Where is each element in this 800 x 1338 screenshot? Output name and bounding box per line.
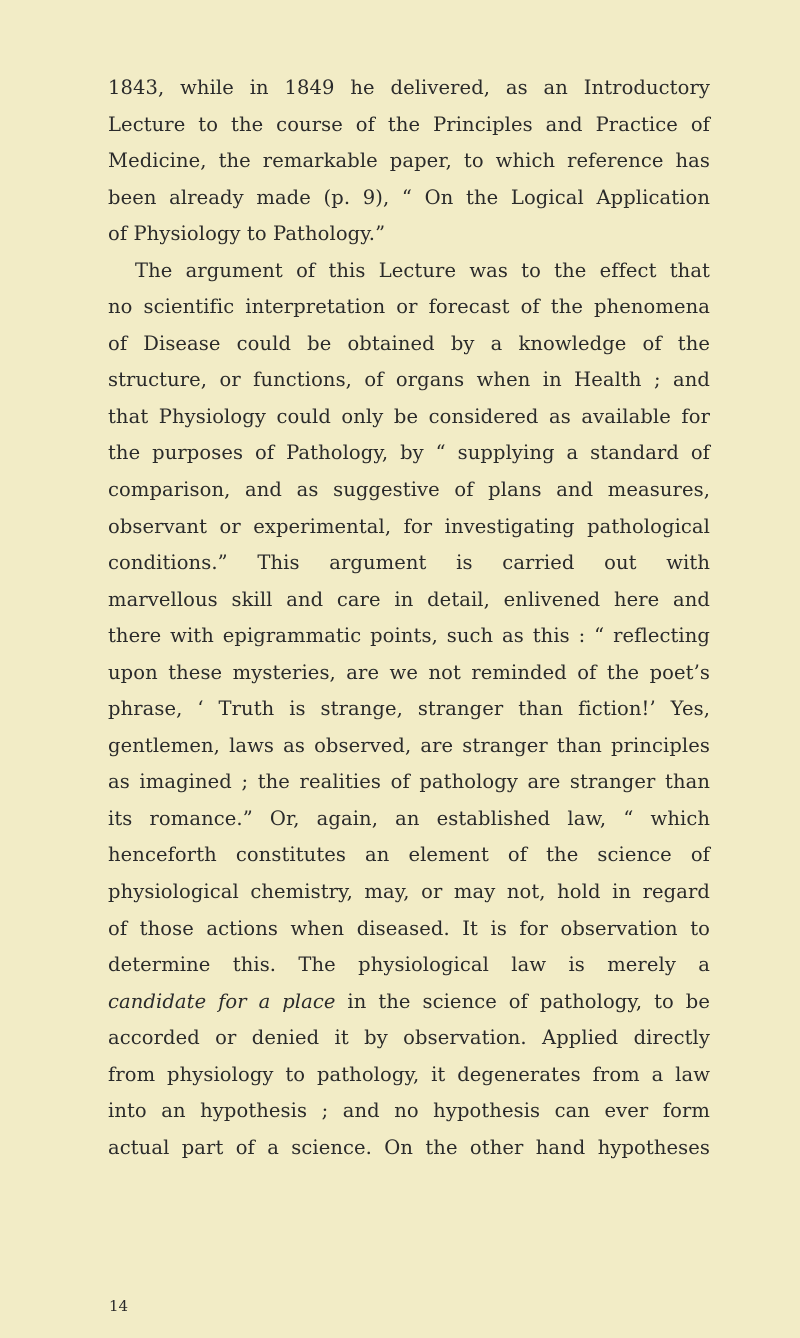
text-line: no scientific interpretation or forecast of the phenomena — [108, 295, 710, 319]
text-line: determine this. The physiological law is merely a — [108, 953, 710, 977]
text-line: Lecture to the course of the Principles and Practice of — [108, 112, 710, 136]
text-line: structure, or functions, of organs when in Health ; and — [108, 368, 710, 392]
text-line: gentlemen, laws as observed, are stranger than principles — [108, 733, 710, 757]
text-line: observant or experimental, for investigating pathological — [108, 514, 710, 538]
text-line: of Physiology to Pathology.” — [108, 222, 386, 246]
text-line: into an hypothesis ; and no hypothesis can ever form — [108, 1099, 710, 1123]
text-line: conditions.” This argument is carried out with — [108, 551, 710, 575]
text-line: phrase, ‘ Truth is strange, stranger than fiction!’ Yes, — [108, 697, 710, 721]
text-line: that Physiology could only be considered as available for — [108, 404, 710, 428]
text-fragment: in the science of pathology, to be — [335, 989, 710, 1013]
text-line: 1843, while in 1849 he delivered, as an Introductory — [108, 76, 710, 99]
italic-phrase: candidate for a place — [108, 989, 336, 1013]
text-line: of Disease could be obtained by a knowledge of the — [108, 331, 710, 355]
text-line: physiological chemistry, may, or may not, hold in regard — [108, 880, 710, 904]
text-line: accorded or denied it by observation. Applied directly — [108, 1026, 710, 1050]
text-line: there with epigrammatic points, such as this : “ reflecting — [108, 624, 710, 648]
text-line: actual part of a science. On the other hand hypotheses — [108, 1135, 710, 1159]
text-line: its romance.” Or, again, an established law, “ which — [108, 806, 710, 830]
text-line-with-italic — [108, 984, 710, 1021]
signature-mark: 14 — [109, 1297, 129, 1315]
text-line: been already made (p. 9), “ On the Logical Application — [108, 185, 710, 209]
text-line: as imagined ; the realities of pathology are stranger than — [108, 770, 710, 794]
text-line: of those actions when diseased. It is for observation to — [108, 916, 710, 940]
text-line: the purposes of Pathology, by “ supplying a standard of — [108, 441, 710, 465]
text-line: from physiology to pathology, it degenerates from a law — [108, 1062, 710, 1086]
text-line: comparison, and as suggestive of plans and measures, — [108, 478, 710, 502]
text-line: Medicine, the remarkable paper, to which reference has — [108, 149, 710, 173]
text-line: marvellous skill and care in detail, enlivened here and — [108, 587, 710, 611]
text-line: upon these mysteries, are we not reminded of the poet’s — [108, 660, 710, 684]
text-line: henceforth constitutes an element of the science of — [108, 843, 710, 867]
body-text — [108, 70, 710, 1166]
text-line: The argument of this Lecture was to the effect that — [135, 258, 710, 282]
